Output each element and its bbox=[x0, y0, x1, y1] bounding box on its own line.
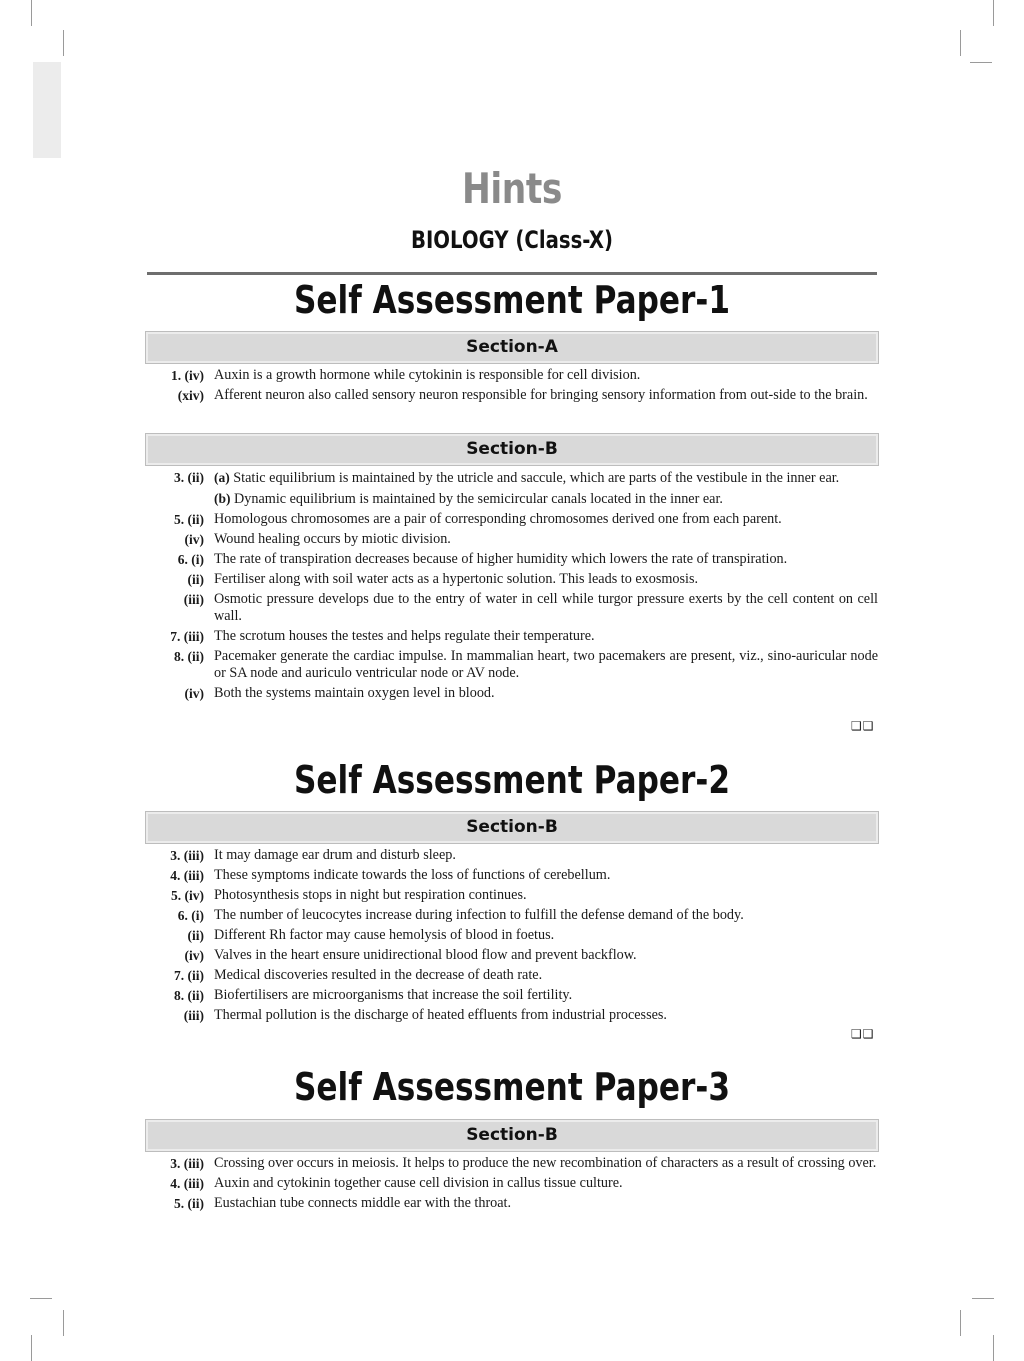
paper-1-section-b-header: Section-B bbox=[146, 434, 878, 465]
subpart-text: Static equilibrium is maintained by the utricle and saccule, which are parts of the vestibule in the inner ear. bbox=[233, 470, 840, 486]
hint-item bbox=[160, 1195, 878, 1212]
hint-item bbox=[160, 947, 878, 964]
hint-item bbox=[160, 847, 878, 864]
hint-item bbox=[160, 685, 878, 702]
hint-text: Afferent neuron also called sensory neuron responsible for bringing sensory information from out-side to the brain. bbox=[214, 387, 868, 403]
hint-text: These symptoms indicate towards the loss of functions of cerebellum. bbox=[214, 867, 611, 883]
hint-item bbox=[160, 1155, 878, 1172]
subpart-label: (b) bbox=[214, 491, 231, 506]
hint-item bbox=[160, 511, 878, 528]
paper-3-title: Self Assessment Paper-3 bbox=[293, 1065, 731, 1109]
hint-text: Eustachian tube connects middle ear with the throat. bbox=[214, 1195, 512, 1211]
hint-number: 7. (iii) bbox=[170, 629, 204, 644]
hint-item bbox=[160, 571, 878, 588]
end-mark-icon: ❑❑ bbox=[851, 719, 875, 733]
hint-text: The scrotum houses the testes and helps regulate their temperature. bbox=[214, 628, 595, 644]
hint-subpart-a bbox=[214, 469, 878, 487]
crop-mark bbox=[31, 1335, 32, 1361]
hint-number: 6. (i) bbox=[177, 908, 204, 923]
crop-mark bbox=[970, 62, 992, 63]
hint-item bbox=[160, 469, 878, 508]
subject-heading: BIOLOGY (Class-X) bbox=[410, 226, 614, 254]
hint-subpart-b bbox=[214, 490, 878, 508]
hint-number: (ii) bbox=[187, 572, 204, 587]
crop-mark bbox=[30, 1298, 52, 1299]
hint-item bbox=[160, 1175, 878, 1192]
hint-text: Fertiliser along with soil water acts as a hypertonic solution. This leads to exosmosis. bbox=[214, 571, 699, 587]
crop-mark bbox=[972, 1298, 994, 1299]
hint-text: Different Rh factor may cause hemolysis of blood in foetus. bbox=[214, 927, 555, 943]
hint-item bbox=[160, 887, 878, 904]
end-mark-icon: ❑❑ bbox=[851, 1027, 875, 1041]
hint-number: (iv) bbox=[184, 686, 204, 701]
crop-mark bbox=[960, 30, 961, 56]
page-title: Hints bbox=[461, 164, 563, 213]
hint-number: 3. (ii) bbox=[174, 470, 204, 485]
paper-3-section-b-header: Section-B bbox=[146, 1120, 878, 1151]
hint-number: (xiv) bbox=[177, 388, 204, 403]
hint-text: Pacemaker generate the cardiac impulse. In mammalian heart, two pacemakers are present, viz., sino-auricular node or SA node and auriculo ventricular node or AV node. bbox=[214, 648, 878, 681]
hint-text: Biofertilisers are microorganisms that increase the soil fertility. bbox=[214, 987, 573, 1003]
paper-2-title: Self Assessment Paper-2 bbox=[293, 758, 731, 802]
hint-number: 3. (iii) bbox=[170, 1156, 204, 1171]
hint-number: 4. (iii) bbox=[170, 868, 204, 883]
paper-2-section-b-hints bbox=[160, 847, 878, 1027]
hint-item bbox=[160, 867, 878, 884]
paper-1-title: Self Assessment Paper-1 bbox=[293, 278, 731, 322]
hint-item bbox=[160, 1007, 878, 1024]
hint-number: (iii) bbox=[183, 1008, 204, 1023]
hint-number: 5. (iv) bbox=[171, 888, 204, 903]
hint-text: Osmotic pressure develops due to the entry of water in cell while turgor pressure exerts by the cell content on cell wall. bbox=[214, 591, 878, 624]
hint-number: 5. (ii) bbox=[174, 1196, 204, 1211]
paper-2-section-b-header: Section-B bbox=[146, 812, 878, 843]
hint-number: (ii) bbox=[187, 928, 204, 943]
hint-item bbox=[160, 531, 878, 548]
hint-text: Auxin is a growth hormone while cytokinin is responsible for cell division. bbox=[214, 367, 641, 383]
hint-text: It may damage ear drum and disturb sleep. bbox=[214, 847, 456, 863]
hint-text: Thermal pollution is the discharge of heated effluents from industrial processes. bbox=[214, 1007, 667, 1023]
hint-text: Valves in the heart ensure unidirectional blood flow and prevent backflow. bbox=[214, 947, 637, 963]
hint-text: Auxin and cytokinin together cause cell division in callus tissue culture. bbox=[214, 1175, 623, 1191]
paper-1-section-b-hints bbox=[160, 469, 878, 705]
subpart-label: (a) bbox=[214, 470, 230, 485]
hint-item bbox=[160, 551, 878, 568]
crop-mark bbox=[993, 0, 994, 26]
hint-number: 4. (iii) bbox=[170, 1176, 204, 1191]
hint-text: Photosynthesis stops in night but respiration continues. bbox=[214, 887, 527, 903]
hint-number: 5. (ii) bbox=[174, 512, 204, 527]
hint-text: The rate of transpiration decreases because of higher humidity which lowers the rate of transpiration. bbox=[214, 551, 788, 567]
crop-mark bbox=[63, 30, 64, 56]
hint-item bbox=[160, 987, 878, 1004]
hint-item bbox=[160, 367, 878, 384]
hint-item bbox=[160, 387, 878, 404]
paper-1-section-a-header: Section-A bbox=[146, 332, 878, 363]
crop-mark bbox=[63, 1310, 64, 1336]
hint-number: (iv) bbox=[184, 948, 204, 963]
hint-item bbox=[160, 628, 878, 645]
hint-number: 8. (ii) bbox=[174, 649, 204, 664]
hint-text: Medical discoveries resulted in the decrease of death rate. bbox=[214, 967, 543, 983]
subpart-text: Dynamic equilibrium is maintained by the semicircular canals located in the inner ear. bbox=[234, 491, 723, 507]
hint-item bbox=[160, 648, 878, 682]
side-tab bbox=[33, 62, 61, 158]
header-rule bbox=[147, 272, 877, 275]
hint-text: Crossing over occurs in meiosis. It helps to produce the new recombination of characters as a result of crossing over. bbox=[214, 1155, 877, 1171]
crop-mark bbox=[31, 0, 32, 26]
hint-item bbox=[160, 591, 878, 625]
hint-number: 7. (ii) bbox=[174, 968, 204, 983]
crop-mark bbox=[960, 1310, 961, 1336]
hint-text: Homologous chromosomes are a pair of corresponding chromosomes derived one from each parent. bbox=[214, 511, 782, 527]
hint-text: Both the systems maintain oxygen level in blood. bbox=[214, 685, 495, 701]
hint-number: 3. (iii) bbox=[170, 848, 204, 863]
hint-number: (iv) bbox=[184, 532, 204, 547]
hint-text: The number of leucocytes increase during infection to fulfill the defense demand of the body. bbox=[214, 907, 744, 923]
hint-item bbox=[160, 927, 878, 944]
hint-item bbox=[160, 967, 878, 984]
paper-1-section-a-hints bbox=[160, 367, 878, 407]
crop-mark bbox=[993, 1335, 994, 1361]
hint-number: 8. (ii) bbox=[174, 988, 204, 1003]
hint-number: 6. (i) bbox=[177, 552, 204, 567]
hint-number: (iii) bbox=[183, 592, 204, 607]
hint-text: Wound healing occurs by miotic division. bbox=[214, 531, 451, 547]
hint-number: 1. (iv) bbox=[171, 368, 204, 383]
paper-3-section-b-hints bbox=[160, 1155, 878, 1215]
hint-item bbox=[160, 907, 878, 924]
